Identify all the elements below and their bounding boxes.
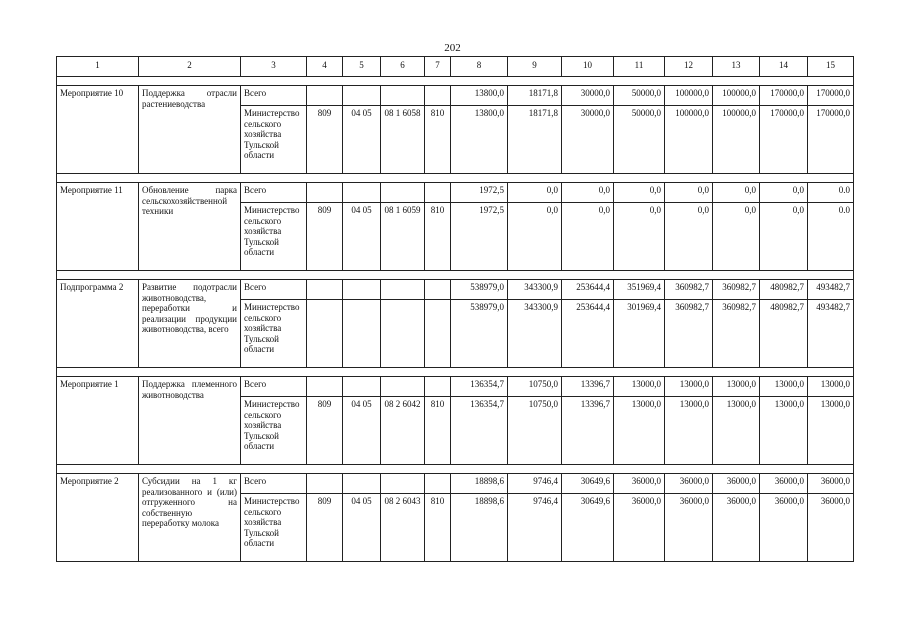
value-cell: 0,0	[562, 203, 614, 271]
budget-code-cell: 809	[307, 106, 343, 174]
block-separator	[57, 465, 854, 474]
value-cell: 18898,6	[451, 494, 508, 562]
budget-code-cell: 08 2 6043	[381, 494, 425, 562]
value-cell: 36000,0	[713, 494, 760, 562]
budget-code-cell	[343, 86, 381, 106]
header-cell: 8	[451, 57, 508, 77]
header-cell: 2	[139, 57, 241, 77]
value-cell: 13000,0	[808, 397, 854, 465]
value-cell: 36000,0	[760, 474, 808, 494]
executor-cell: Всего	[241, 377, 307, 397]
value-cell: 170000,0	[808, 86, 854, 106]
value-cell: 50000,0	[614, 106, 665, 174]
header-cell: 12	[665, 57, 713, 77]
value-cell: 0,0	[665, 203, 713, 271]
value-cell: 0,0	[760, 183, 808, 203]
value-cell: 0,0	[562, 183, 614, 203]
budget-code-cell	[343, 300, 381, 368]
value-cell: 343300,9	[508, 280, 562, 300]
value-cell: 301969,4	[614, 300, 665, 368]
header-cell: 5	[343, 57, 381, 77]
executor-cell: Министерство сельского хозяйства Тульской области	[241, 300, 307, 368]
value-cell: 253644,4	[562, 300, 614, 368]
value-cell: 136354,7	[451, 377, 508, 397]
value-cell: 10750,0	[508, 377, 562, 397]
executor-cell: Министерство сельского хозяйства Тульской области	[241, 494, 307, 562]
value-cell: 36000,0	[614, 474, 665, 494]
value-cell: 13000,0	[760, 377, 808, 397]
header-cell: 9	[508, 57, 562, 77]
value-cell: 9746,4	[508, 494, 562, 562]
value-cell: 493482,7	[808, 280, 854, 300]
program-title: Развитие подотрасли животноводства, переработки и реализации продукции животноводства, всего	[139, 280, 241, 368]
block-separator	[57, 271, 854, 280]
table-header-row	[57, 57, 854, 77]
budget-code-cell: 809	[307, 494, 343, 562]
value-cell: 0,0	[760, 203, 808, 271]
program-name: Мероприятие 10	[57, 86, 139, 174]
budget-code-cell: 08 2 6042	[381, 397, 425, 465]
block-separator	[57, 77, 854, 86]
value-cell: 13000,0	[614, 377, 665, 397]
value-cell: 493482,7	[808, 300, 854, 368]
value-cell: 0,0	[614, 203, 665, 271]
header-cell: 13	[713, 57, 760, 77]
budget-code-cell	[425, 86, 451, 106]
value-cell: 351969,4	[614, 280, 665, 300]
budget-code-cell: 809	[307, 203, 343, 271]
separator-cell	[57, 368, 854, 377]
value-cell: 0,0	[713, 203, 760, 271]
value-cell: 13000,0	[713, 397, 760, 465]
value-cell: 36000,0	[614, 494, 665, 562]
separator-cell	[57, 271, 854, 280]
budget-code-cell	[381, 183, 425, 203]
separator-cell	[57, 174, 854, 183]
value-cell: 480982,7	[760, 280, 808, 300]
page-number: 202	[444, 42, 461, 54]
value-cell: 0,0	[665, 183, 713, 203]
value-cell: 30649,6	[562, 474, 614, 494]
budget-code-cell: 810	[425, 203, 451, 271]
budget-code-cell	[381, 377, 425, 397]
header-cell: 1	[57, 57, 139, 77]
budget-code-cell: 08 1 6058	[381, 106, 425, 174]
executor-cell: Министерство сельского хозяйства Тульской области	[241, 106, 307, 174]
header-cell: 15	[808, 57, 854, 77]
header-cell: 7	[425, 57, 451, 77]
header-cell: 4	[307, 57, 343, 77]
budget-table	[56, 56, 854, 562]
budget-code-cell	[307, 280, 343, 300]
executor-cell: Министерство сельского хозяйства Тульской области	[241, 203, 307, 271]
value-cell: 360982,7	[665, 280, 713, 300]
value-cell: 0,0	[713, 183, 760, 203]
value-cell: 13396,7	[562, 397, 614, 465]
value-cell: 13000,0	[713, 377, 760, 397]
budget-code-cell	[307, 300, 343, 368]
table-row	[57, 474, 854, 494]
value-cell: 538979,0	[451, 280, 508, 300]
value-cell: 18898,6	[451, 474, 508, 494]
value-cell: 13800,0	[451, 86, 508, 106]
value-cell: 0.0	[808, 203, 854, 271]
table-row	[57, 86, 854, 106]
value-cell: 360982,7	[713, 280, 760, 300]
header-cell: 6	[381, 57, 425, 77]
value-cell: 36000,0	[808, 494, 854, 562]
program-name: Мероприятие 11	[57, 183, 139, 271]
budget-code-cell: 810	[425, 397, 451, 465]
value-cell: 480982,7	[760, 300, 808, 368]
value-cell: 1972,5	[451, 183, 508, 203]
value-cell: 10750,0	[508, 397, 562, 465]
value-cell: 13000,0	[614, 397, 665, 465]
budget-code-cell: 08 1 6059	[381, 203, 425, 271]
budget-code-cell: 04 05	[343, 494, 381, 562]
budget-code-cell	[343, 280, 381, 300]
budget-code-cell	[425, 377, 451, 397]
value-cell: 100000,0	[713, 86, 760, 106]
executor-cell: Всего	[241, 474, 307, 494]
block-separator	[57, 368, 854, 377]
budget-code-cell: 810	[425, 494, 451, 562]
executor-cell: Министерство сельского хозяйства Тульской области	[241, 397, 307, 465]
value-cell: 100000,0	[665, 106, 713, 174]
header-cell: 10	[562, 57, 614, 77]
value-cell: 0,0	[508, 183, 562, 203]
budget-code-cell	[343, 377, 381, 397]
value-cell: 1972,5	[451, 203, 508, 271]
value-cell: 136354,7	[451, 397, 508, 465]
budget-code-cell	[343, 474, 381, 494]
table-row	[57, 377, 854, 397]
value-cell: 538979,0	[451, 300, 508, 368]
executor-cell: Всего	[241, 280, 307, 300]
budget-code-cell	[425, 183, 451, 203]
header-cell: 11	[614, 57, 665, 77]
budget-code-cell: 04 05	[343, 397, 381, 465]
table-row	[57, 183, 854, 203]
executor-cell: Всего	[241, 86, 307, 106]
value-cell: 0.0	[808, 183, 854, 203]
table-row	[57, 280, 854, 300]
budget-code-cell	[425, 280, 451, 300]
program-title: Поддержка племенного животноводства	[139, 377, 241, 465]
value-cell: 30000,0	[562, 86, 614, 106]
value-cell: 253644,4	[562, 280, 614, 300]
value-cell: 360982,7	[665, 300, 713, 368]
value-cell: 9746,4	[508, 474, 562, 494]
budget-code-cell	[381, 86, 425, 106]
separator-cell	[57, 465, 854, 474]
value-cell: 170000,0	[760, 106, 808, 174]
value-cell: 36000,0	[713, 474, 760, 494]
budget-code-cell	[425, 300, 451, 368]
budget-code-cell	[381, 280, 425, 300]
program-name: Подпрограмма 2	[57, 280, 139, 368]
value-cell: 36000,0	[665, 494, 713, 562]
budget-code-cell: 04 05	[343, 203, 381, 271]
executor-cell: Всего	[241, 183, 307, 203]
block-separator	[57, 174, 854, 183]
value-cell: 170000,0	[760, 86, 808, 106]
program-name: Мероприятие 2	[57, 474, 139, 562]
budget-code-cell	[343, 183, 381, 203]
value-cell: 13000,0	[808, 377, 854, 397]
value-cell: 0,0	[614, 183, 665, 203]
budget-code-cell	[307, 377, 343, 397]
table-body	[57, 57, 854, 562]
value-cell: 343300,9	[508, 300, 562, 368]
value-cell: 170000,0	[808, 106, 854, 174]
value-cell: 36000,0	[665, 474, 713, 494]
value-cell: 18171,8	[508, 86, 562, 106]
value-cell: 13000,0	[665, 377, 713, 397]
value-cell: 50000,0	[614, 86, 665, 106]
budget-code-cell	[307, 86, 343, 106]
value-cell: 13000,0	[760, 397, 808, 465]
budget-code-cell	[381, 300, 425, 368]
value-cell: 13396,7	[562, 377, 614, 397]
budget-code-cell	[307, 183, 343, 203]
header-cell: 14	[760, 57, 808, 77]
separator-cell	[57, 77, 854, 86]
value-cell: 13000,0	[665, 397, 713, 465]
program-title: Субсидии на 1 кг реализованного и (или) отгруженного на собственную переработку молока	[139, 474, 241, 562]
budget-code-cell: 809	[307, 397, 343, 465]
budget-code-cell	[425, 474, 451, 494]
program-name: Мероприятие 1	[57, 377, 139, 465]
value-cell: 36000,0	[808, 474, 854, 494]
value-cell: 30000,0	[562, 106, 614, 174]
value-cell: 100000,0	[713, 106, 760, 174]
program-title: Обновление парка сельскохозяйственной техники	[139, 183, 241, 271]
value-cell: 18171,8	[508, 106, 562, 174]
value-cell: 0,0	[508, 203, 562, 271]
header-cell: 3	[241, 57, 307, 77]
value-cell: 30649,6	[562, 494, 614, 562]
program-title: Поддержка отрасли растениеводства	[139, 86, 241, 174]
budget-code-cell	[381, 474, 425, 494]
value-cell: 100000,0	[665, 86, 713, 106]
budget-code-cell	[307, 474, 343, 494]
value-cell: 13800,0	[451, 106, 508, 174]
value-cell: 36000,0	[760, 494, 808, 562]
value-cell: 360982,7	[713, 300, 760, 368]
budget-code-cell: 810	[425, 106, 451, 174]
budget-code-cell: 04 05	[343, 106, 381, 174]
